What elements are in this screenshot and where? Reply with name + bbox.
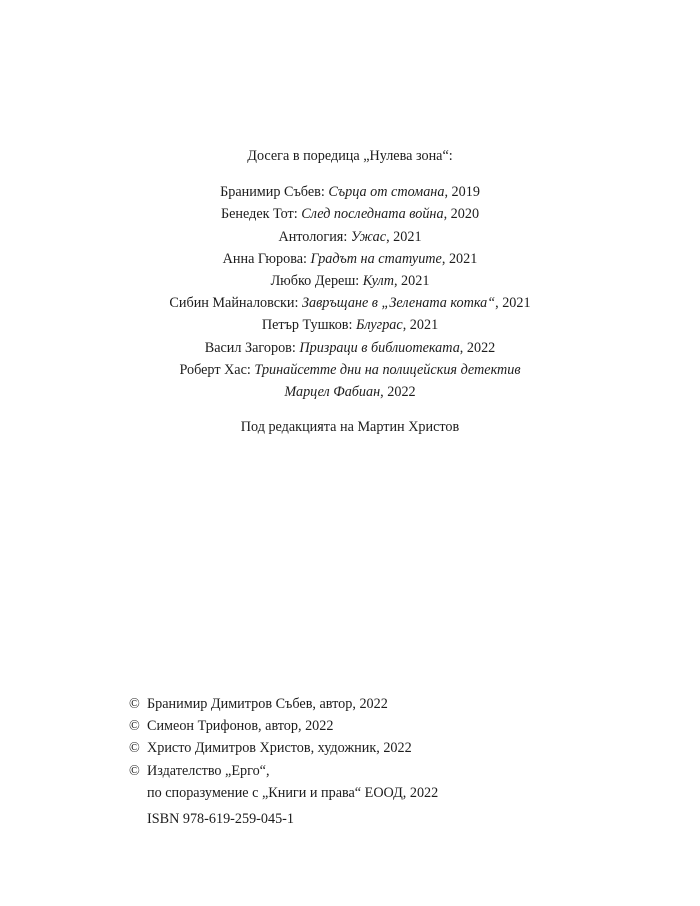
book-entry: Петър Тушков: Блуграс, 2021: [261, 317, 439, 334]
book-title: Тринайсетте дни на полицейския детектив: [254, 361, 521, 378]
book-title: След последната война: [301, 206, 444, 223]
book-entry: Васил Загоров: Призраци в библиотеката, 2022: [204, 339, 496, 356]
book-author: Петър Тушков: [261, 317, 349, 334]
copyright-line: [129, 760, 589, 782]
book-author: Бранимир Събев: [220, 184, 321, 201]
book-entry: Бенедек Тот: След последната война, 2020: [220, 206, 480, 223]
copyright-icon: ©: [129, 740, 140, 757]
series-heading: Досега в поредица „Нулева зона“:: [247, 148, 453, 164]
book-entry: Роберт Хас: Тринайсетте дни на полицейския детектив Марцел Фабиан, 2022: [179, 361, 521, 401]
book-title: Ужас: [350, 228, 387, 245]
book-year: 2021: [401, 273, 430, 290]
book-year: 2021: [502, 295, 531, 312]
copyright-icon: ©: [129, 762, 140, 779]
book-title: Сърца от стомана: [328, 184, 445, 201]
book-year: 2022: [387, 384, 416, 401]
copyright-block: [129, 693, 589, 830]
book-entry: Любко Дереш: Култ, 2021: [270, 273, 430, 290]
book-entry: Анна Гюрова: Градът на статуите, 2021: [222, 250, 478, 267]
book-year: 2021: [409, 317, 439, 334]
book-year: 2020: [450, 206, 480, 223]
book-author: Сибин Майналовски: [169, 295, 295, 312]
editor-credit: Под редакцията на Мартин Христов: [240, 419, 460, 436]
copyright-icon: ©: [129, 718, 140, 735]
publisher-agreement-line: по споразумение с „Книги и права“ ЕООД, 2022: [147, 784, 439, 801]
book-entry: Антология: Ужас, 2021: [278, 228, 422, 245]
book-title: Култ: [362, 273, 394, 290]
copyright-line: [129, 693, 589, 715]
copyright-icon: ©: [129, 696, 140, 712]
copyright-line: [129, 715, 589, 737]
book-year: 2021: [393, 228, 422, 245]
book-author: Бенедек Тот: [220, 206, 294, 223]
copyright-line: [129, 737, 589, 759]
book-title: Градът на статуите: [310, 250, 442, 267]
book-author: Роберт Хас: [179, 361, 247, 378]
book-year: 2022: [466, 339, 496, 356]
book-title: Блуграс: [356, 317, 403, 334]
copyright-text: Симеон Трифонов, автор, 2022: [147, 718, 334, 735]
book-title-continuation: Марцел Фабиан: [284, 384, 381, 401]
book-author: Антология: [278, 228, 344, 245]
isbn-line: ISBN 978-619-259-045-1: [147, 811, 294, 828]
book-author: Васил Загоров: [204, 339, 292, 356]
book-entry: Бранимир Събев: Сърца от стомана, 2019: [220, 184, 480, 201]
copyright-text: Издателство „Ерго“,: [147, 762, 270, 779]
book-entry: Сибин Майналовски: Завръщане в „Зелената котка“, 2021: [169, 295, 531, 312]
book-year: 2019: [451, 184, 480, 201]
book-title: Завръщане в „Зелената котка“: [302, 295, 496, 312]
book-author: Любко Дереш: [270, 273, 356, 290]
series-book-list: [120, 181, 580, 403]
book-year: 2021: [448, 250, 478, 267]
book-title: Призраци в библиотеката: [299, 339, 460, 356]
book-author: Анна Гюрова: [222, 250, 304, 267]
series-list-block: [120, 145, 580, 438]
copyright-text: Бранимир Димитров Събев, автор, 2022: [147, 696, 388, 712]
copyright-text: Христо Димитров Христов, художник, 2022: [147, 740, 412, 757]
